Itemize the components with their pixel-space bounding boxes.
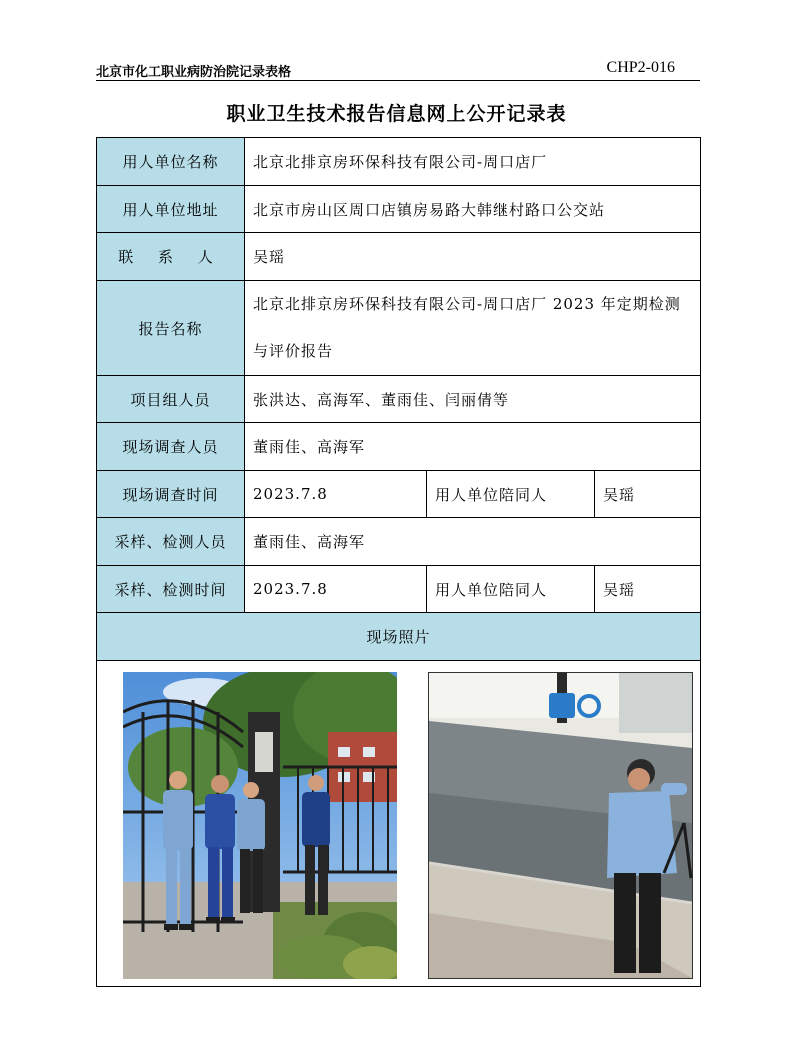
row-photos (97, 661, 701, 987)
header-organization: 北京市化工职业病防治院记录表格 (96, 65, 292, 80)
row-employer-address (97, 186, 701, 233)
label-employer-address: 用人单位地址 (97, 186, 245, 233)
label-photos-section: 现场照片 (97, 613, 701, 661)
record-table (96, 137, 701, 987)
label-contact (97, 233, 245, 281)
photos-container (97, 661, 699, 986)
row-report-name (97, 281, 701, 376)
label-site-investigators: 现场调查人员 (97, 423, 245, 471)
row-sampling-time (97, 566, 701, 613)
label-report-name: 报告名称 (97, 281, 245, 376)
label-sampling-staff: 采样、检测人员 (97, 518, 245, 566)
site-photo-gate-image (123, 672, 397, 979)
document-title: 职业卫生技术报告信息网上公开记录表 (226, 103, 567, 125)
form-code: CHP2-016 (606, 59, 675, 76)
site-photo-equipment (428, 672, 693, 979)
site-photo-gate (123, 672, 397, 979)
label-contact-text: 联 系 人 (118, 248, 223, 266)
value-site-companion: 吴瑶 (595, 471, 701, 518)
row-sampling-staff (97, 518, 701, 566)
row-site-investigation-time (97, 471, 701, 518)
row-team-members (97, 376, 701, 423)
header-divider (96, 80, 700, 81)
label-sampling-companion: 用人单位陪同人 (427, 566, 595, 613)
label-employer-name: 用人单位名称 (97, 138, 245, 186)
value-team-members: 张洪达、高海军、董雨佳、闫丽倩等 (245, 376, 701, 423)
photos-cell (97, 661, 701, 987)
value-site-investigators: 董雨佳、高海军 (245, 423, 701, 471)
label-site-companion: 用人单位陪同人 (427, 471, 595, 518)
label-team-members: 项目组人员 (97, 376, 245, 423)
row-employer-name (97, 138, 701, 186)
value-sampling-companion: 吴瑶 (595, 566, 701, 613)
value-employer-address: 北京市房山区周口店镇房易路大韩继村路口公交站 (245, 186, 701, 233)
value-contact: 吴瑶 (245, 233, 701, 281)
value-employer-name: 北京北排京房环保科技有限公司-周口店厂 (245, 138, 701, 186)
value-site-investigation-time: 2023.7.8 (245, 471, 427, 518)
row-photos-header (97, 613, 701, 661)
label-site-investigation-time: 现场调查时间 (97, 471, 245, 518)
row-site-investigators (97, 423, 701, 471)
value-sampling-time: 2023.7.8 (245, 566, 427, 613)
label-sampling-time: 采样、检测时间 (97, 566, 245, 613)
row-contact (97, 233, 701, 281)
site-photo-equipment-image (429, 673, 692, 978)
value-sampling-staff: 董雨佳、高海军 (245, 518, 701, 566)
value-report-name: 北京北排京房环保科技有限公司-周口店厂 2023 年定期检测与评价报告 (245, 281, 701, 376)
